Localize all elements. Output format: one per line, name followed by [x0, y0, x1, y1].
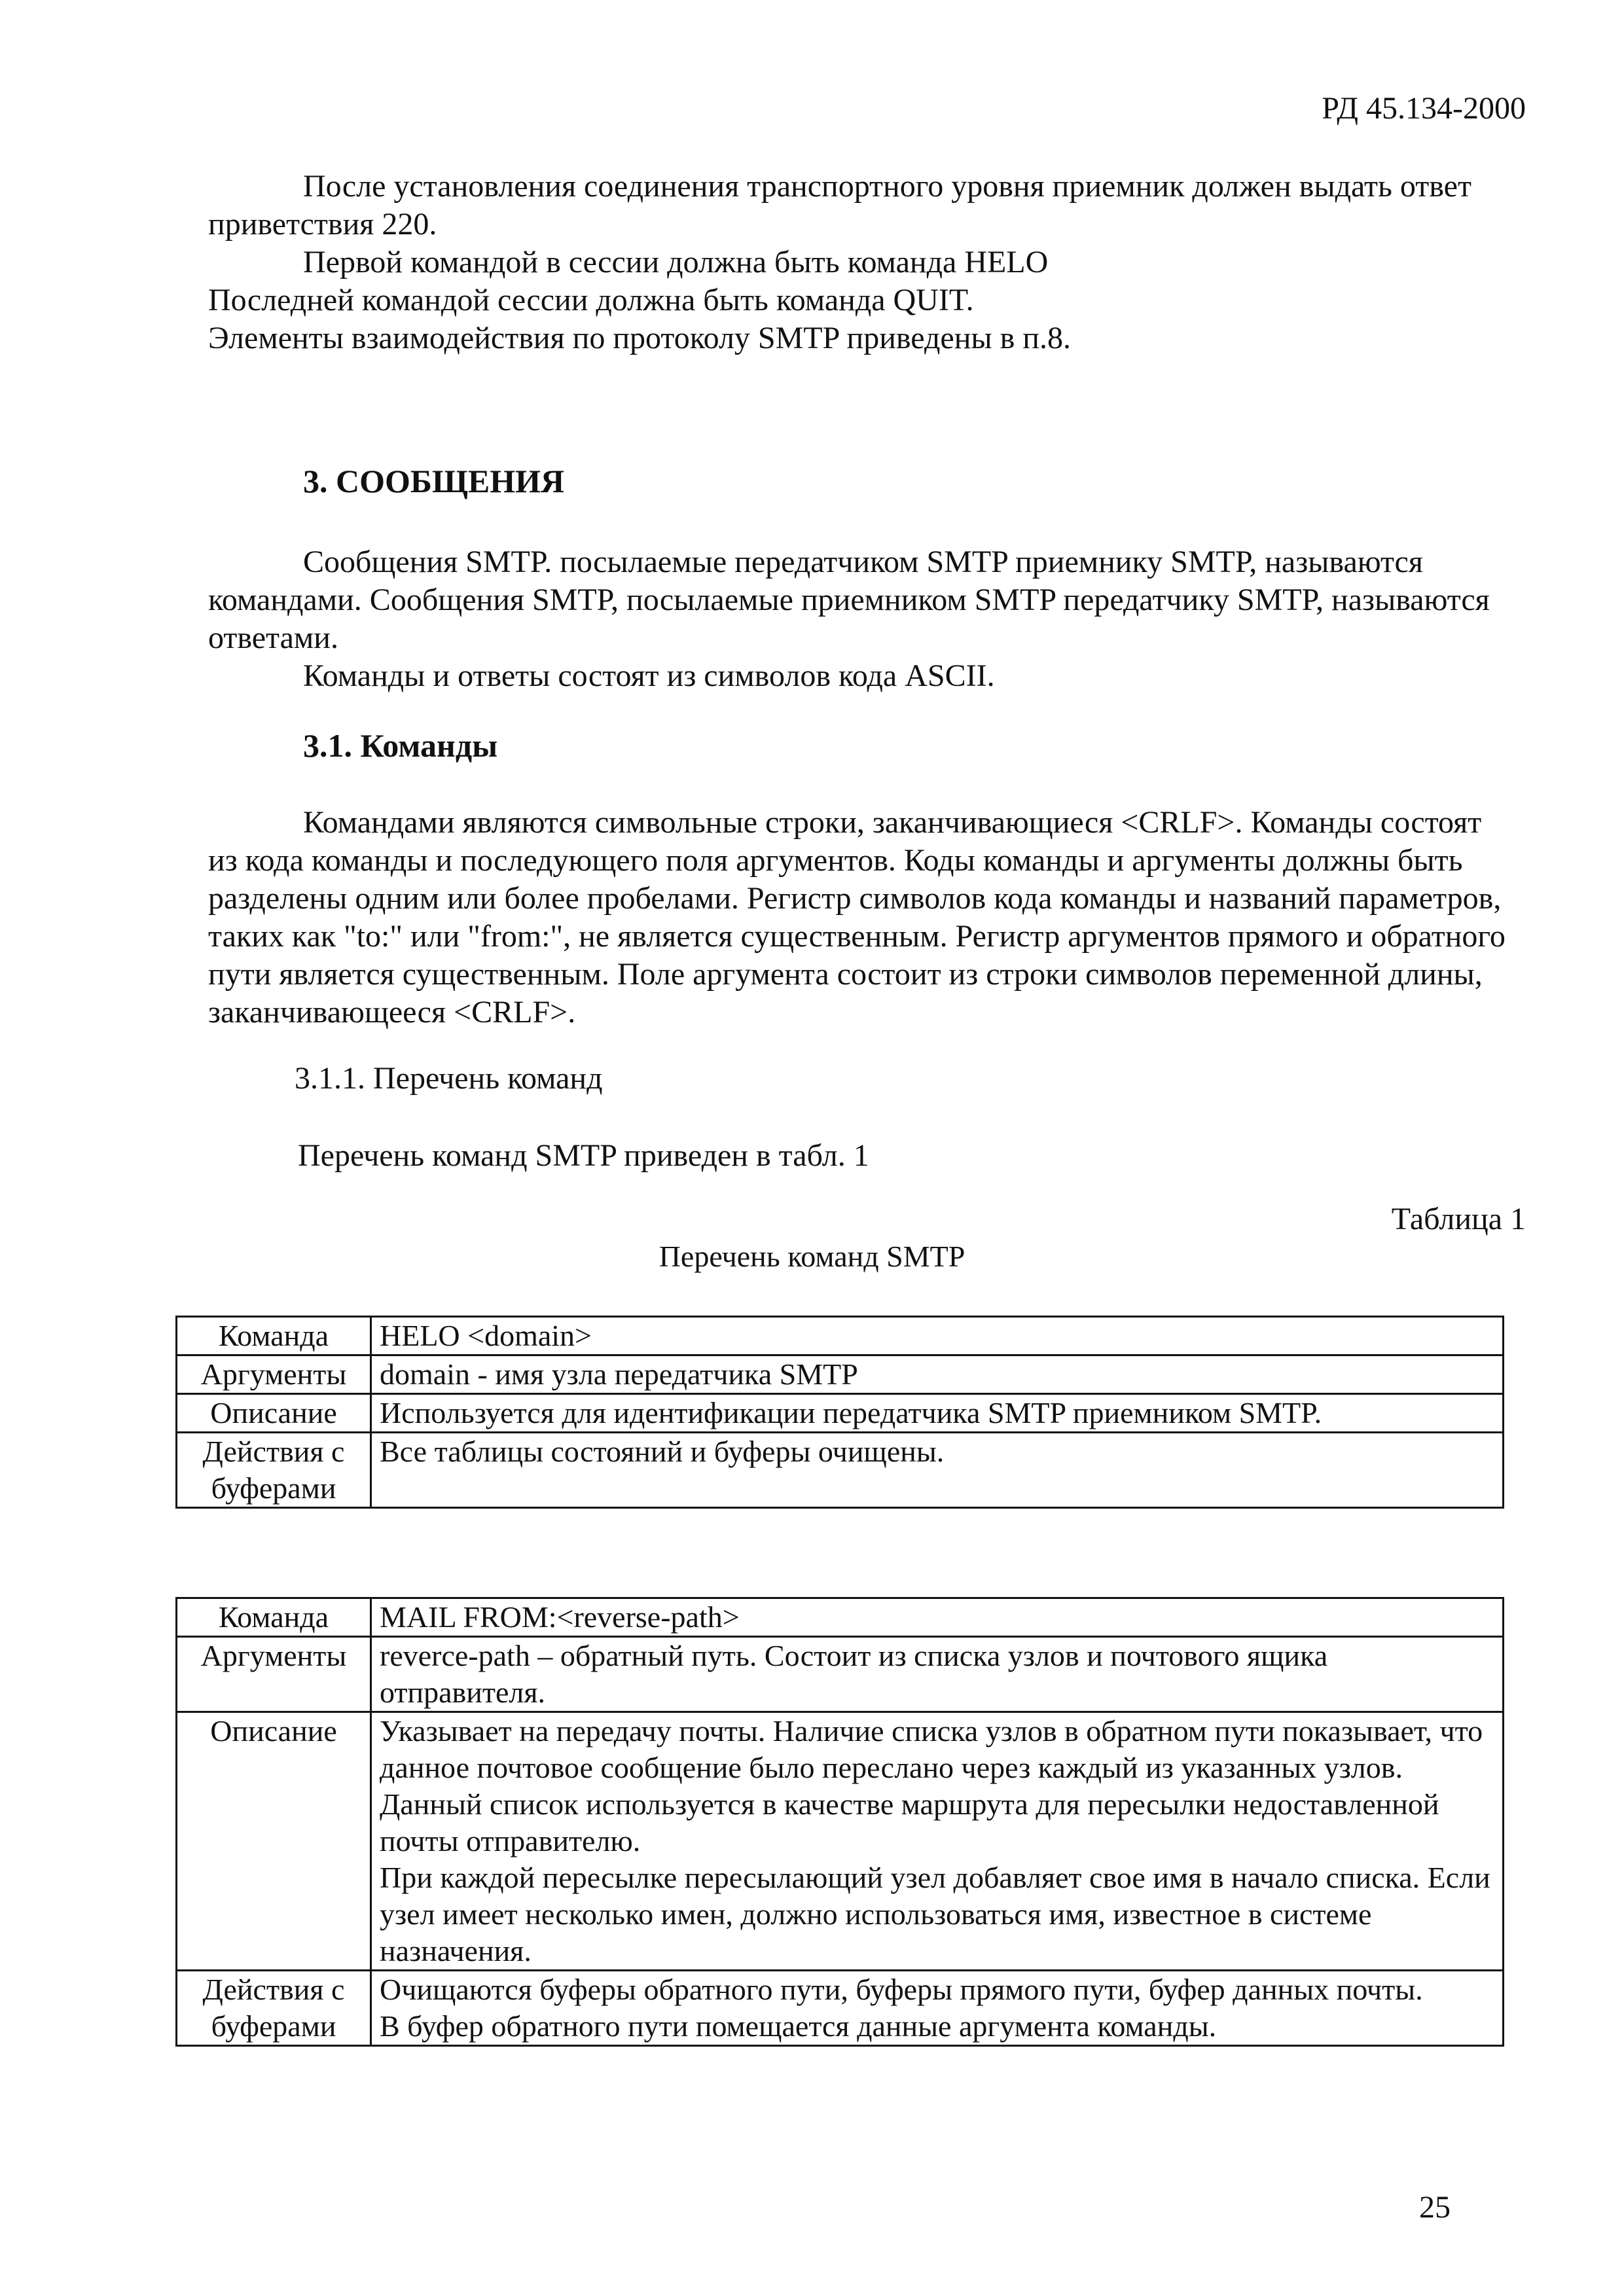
document-code: РД 45.134-2000: [1322, 91, 1526, 126]
table-row: [177, 1712, 1504, 1971]
table-row: [177, 1355, 1504, 1394]
table-row: [177, 1317, 1504, 1355]
intro-paragraph-1: После установления соединения транспортного уровня приемник должен выдать ответ приветствия 220.: [208, 169, 1471, 242]
description-text-2: При каждой пересылке пересылающий узел добавляет свое имя в начало списка. Если узел имеет несколько имен, должно использоваться имя, известное в системе назначения.: [380, 1861, 1490, 1967]
description-text-1: Указывает на передачу почты. Наличие списка узлов в обратном пути показывает, что данное почтовое сообщение было переслано через каждый из указанных узлов. Данный список используется в качестве маршрута для пересылки недоставленной почты отправителю.: [380, 1714, 1483, 1857]
table-cell-key: Команда: [177, 1317, 371, 1355]
table-title: Перечень команд SMTP: [659, 1240, 965, 1273]
section-3-heading: 3. СООБЩЕНИЯ: [303, 463, 565, 499]
table-cell-value: [371, 1971, 1504, 2046]
table-cell-value: MAIL FROM:<reverse-path>: [371, 1598, 1504, 1637]
intro-paragraph-3: Последней командой сессии должна быть команда QUIT.: [208, 283, 974, 317]
buffer-action-text-1: Очищаются буферы обратного пути, буферы прямого пути, буфер данных почты.: [380, 1973, 1423, 2006]
table-cell-value: Используется для идентификации передатчика SMTP приемником SMTP.: [371, 1394, 1504, 1433]
table-row: [177, 1598, 1504, 1637]
table-cell-key: Аргументы: [177, 1355, 371, 1394]
table-cell-value: Все таблицы состояний и буферы очищены.: [371, 1433, 1504, 1508]
intro-paragraph-2: Первой командой в сессии должна быть команда HELO: [303, 245, 1049, 279]
table-cell-value: HELO <domain>: [371, 1317, 1504, 1355]
section-3-1-1-heading: 3.1.1. Перечень команд: [295, 1061, 603, 1096]
table-cell-key: Описание: [177, 1712, 371, 1971]
table-cell-key: Аргументы: [177, 1637, 371, 1712]
table-cell-value: domain - имя узла передатчика SMTP: [371, 1355, 1504, 1394]
section-3-1-heading: 3.1. Команды: [303, 727, 498, 764]
table-row: [177, 1394, 1504, 1433]
intro-paragraph-4: Элементы взаимодействия по протоколу SMTP приведены в п.8.: [208, 321, 1071, 355]
section-3-1-paragraph: Командами являются символьные строки, заканчивающиеся <CRLF>. Команды состоят из кода команды и последующего поля аргументов. Коды команды и аргументы должны быть разделены одним или более пробелами. Регистр символов кода команды и названий параметров, таких как "to:" или "from:", не является существенным. Регистр аргументов прямого и обратного пути является существенным. Поле аргумента состоит из строки символов переменной длины, заканчивающееся <CRLF>.: [208, 805, 1506, 1030]
helo-command-table: [175, 1316, 1504, 1509]
table-row: [177, 1637, 1504, 1712]
table-row: [177, 1433, 1504, 1508]
table-cell-key: Команда: [177, 1598, 371, 1637]
table-label: Таблица 1: [1391, 1202, 1526, 1236]
table-cell-value: [371, 1712, 1504, 1971]
page-number: 25: [1419, 2190, 1451, 2225]
table-cell-key: Действия с буферами: [177, 1971, 371, 2046]
table-cell-value: reverce-path – обратный путь. Состоит из списка узлов и почтового ящика отправителя.: [371, 1637, 1504, 1712]
table-cell-key: Действия с буферами: [177, 1433, 371, 1508]
table-row: [177, 1971, 1504, 2046]
section-3-paragraph-1: Сообщения SMTP. посылаемые передатчиком SMTP приемнику SMTP, называются командами. Сообщения SMTP, посылаемые приемником SMTP передатчику SMTP, называются ответами.: [208, 545, 1490, 655]
buffer-action-text-2: В буфер обратного пути помещается данные аргумента команды.: [380, 2009, 1217, 2043]
table-cell-key: Описание: [177, 1394, 371, 1433]
table-reference: Перечень команд SMTP приведен в табл. 1: [298, 1138, 869, 1173]
section-3-paragraph-2: Команды и ответы состоят из символов кода ASCII.: [303, 658, 995, 693]
mail-command-table: [175, 1597, 1504, 2047]
